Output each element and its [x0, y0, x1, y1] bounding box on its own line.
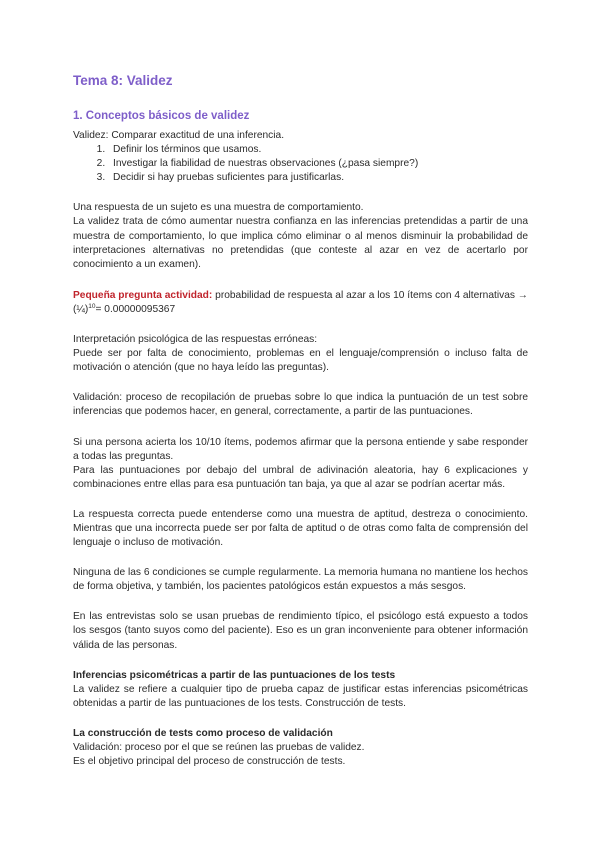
- activity-label: Pequeña pregunta actividad:: [73, 289, 213, 301]
- construction-heading: La construcción de tests como proceso de validación: [73, 727, 333, 739]
- validity-definition: Validez: Comparar exactitud de una inferencia.: [73, 130, 285, 141]
- paragraph: Validación: proceso por el que se reúnen las pruebas de validez.: [73, 742, 365, 753]
- document-content: [73, 72, 528, 769]
- list-item: 1. Definir los términos que usamos.: [108, 143, 528, 157]
- paragraph: Interpretación psicológica de las respuestas erróneas:: [73, 334, 318, 346]
- inferences-heading: Inferencias psicométricas a partir de las puntuaciones de los tests: [73, 669, 396, 681]
- paragraph: Una respuesta de un sujeto es una muestra de comportamiento.: [73, 202, 364, 214]
- list-item: 3. Decidir si hay pruebas suficientes para justificarlas.: [108, 171, 528, 185]
- paragraph: Puede ser por falta de conocimiento, problemas en el lenguaje/comprensión o incluso falta de motivación o atención (que no haya leído las preguntas).: [73, 348, 528, 374]
- paragraph: La validez trata de cómo aumentar nuestra confianza en las inferencias pretendidas a partir de una muestra de comportamiento, lo que implica cómo eliminar o al menos disminuir la probabilidad de interpretaciones alternativas no pretendidas (que conteste al azar en vez de acertarlo por conocimiento a un examen).: [73, 216, 528, 270]
- section-heading-conceptos: 1. Conceptos básicos de validez: [73, 110, 250, 122]
- activity-result: = 0.00000095367: [95, 303, 176, 315]
- activity-exponent: 10: [88, 302, 96, 310]
- paragraph: Validación: proceso de recopilación de pruebas sobre lo que indica la puntuación de un test sobre inferencias que podemos hacer, en general, correctamente, a partir de las puntuaciones.: [73, 392, 528, 418]
- validity-steps-list: [73, 143, 528, 185]
- paragraph: En las entrevistas solo se usan pruebas de rendimiento típico, el psicólogo está expuesto a todos los sesgos (tanto suyos como del paciente). Eso es un gran inconveniente para obtener información válida de las personas.: [73, 611, 528, 651]
- paragraph: Si una persona acierta los 10/10 ítems, podemos afirmar que la persona entiende y sabe responder a todas las preguntas.: [73, 436, 528, 462]
- activity-paragraph: [73, 289, 528, 317]
- paragraph: La validez se refiere a cualquier tipo de prueba capaz de justificar estas inferencias psicométricas obtenidas a partir de las puntuaciones de los tests. Construcción de tests.: [73, 683, 528, 709]
- paragraph: Es el objetivo principal del proceso de construcción de tests.: [73, 756, 346, 768]
- paragraph: Ninguna de las 6 condiciones se cumple regularmente. La memoria humana no mantiene los hechos de forma objetiva, y también, los pacientes patológicos están expuestos a más sesgos.: [73, 567, 528, 593]
- page-title: Tema 8: Validez: [73, 73, 173, 88]
- paragraph: Para las puntuaciones por debajo del umbral de adivinación aleatoria, hay 6 explicaciones y combinaciones entre ellas para esa puntuación tan baja, ya que al azar se podrían acertar más.: [73, 464, 528, 490]
- paragraph: La respuesta correcta puede entenderse como una muestra de aptitud, destreza o conocimiento. Mientras que una incorrecta puede ser por falta de aptitud o de otras como falta de comprensión del lenguaje o incluso de motivación.: [73, 508, 528, 549]
- activity-text: probabilidad de respuesta al azar a los 10 ítems con 4 alternativas → (¼): [73, 289, 528, 315]
- list-item: 2. Investigar la fiabilidad de nuestras observaciones (¿pasa siempre?): [108, 157, 528, 171]
